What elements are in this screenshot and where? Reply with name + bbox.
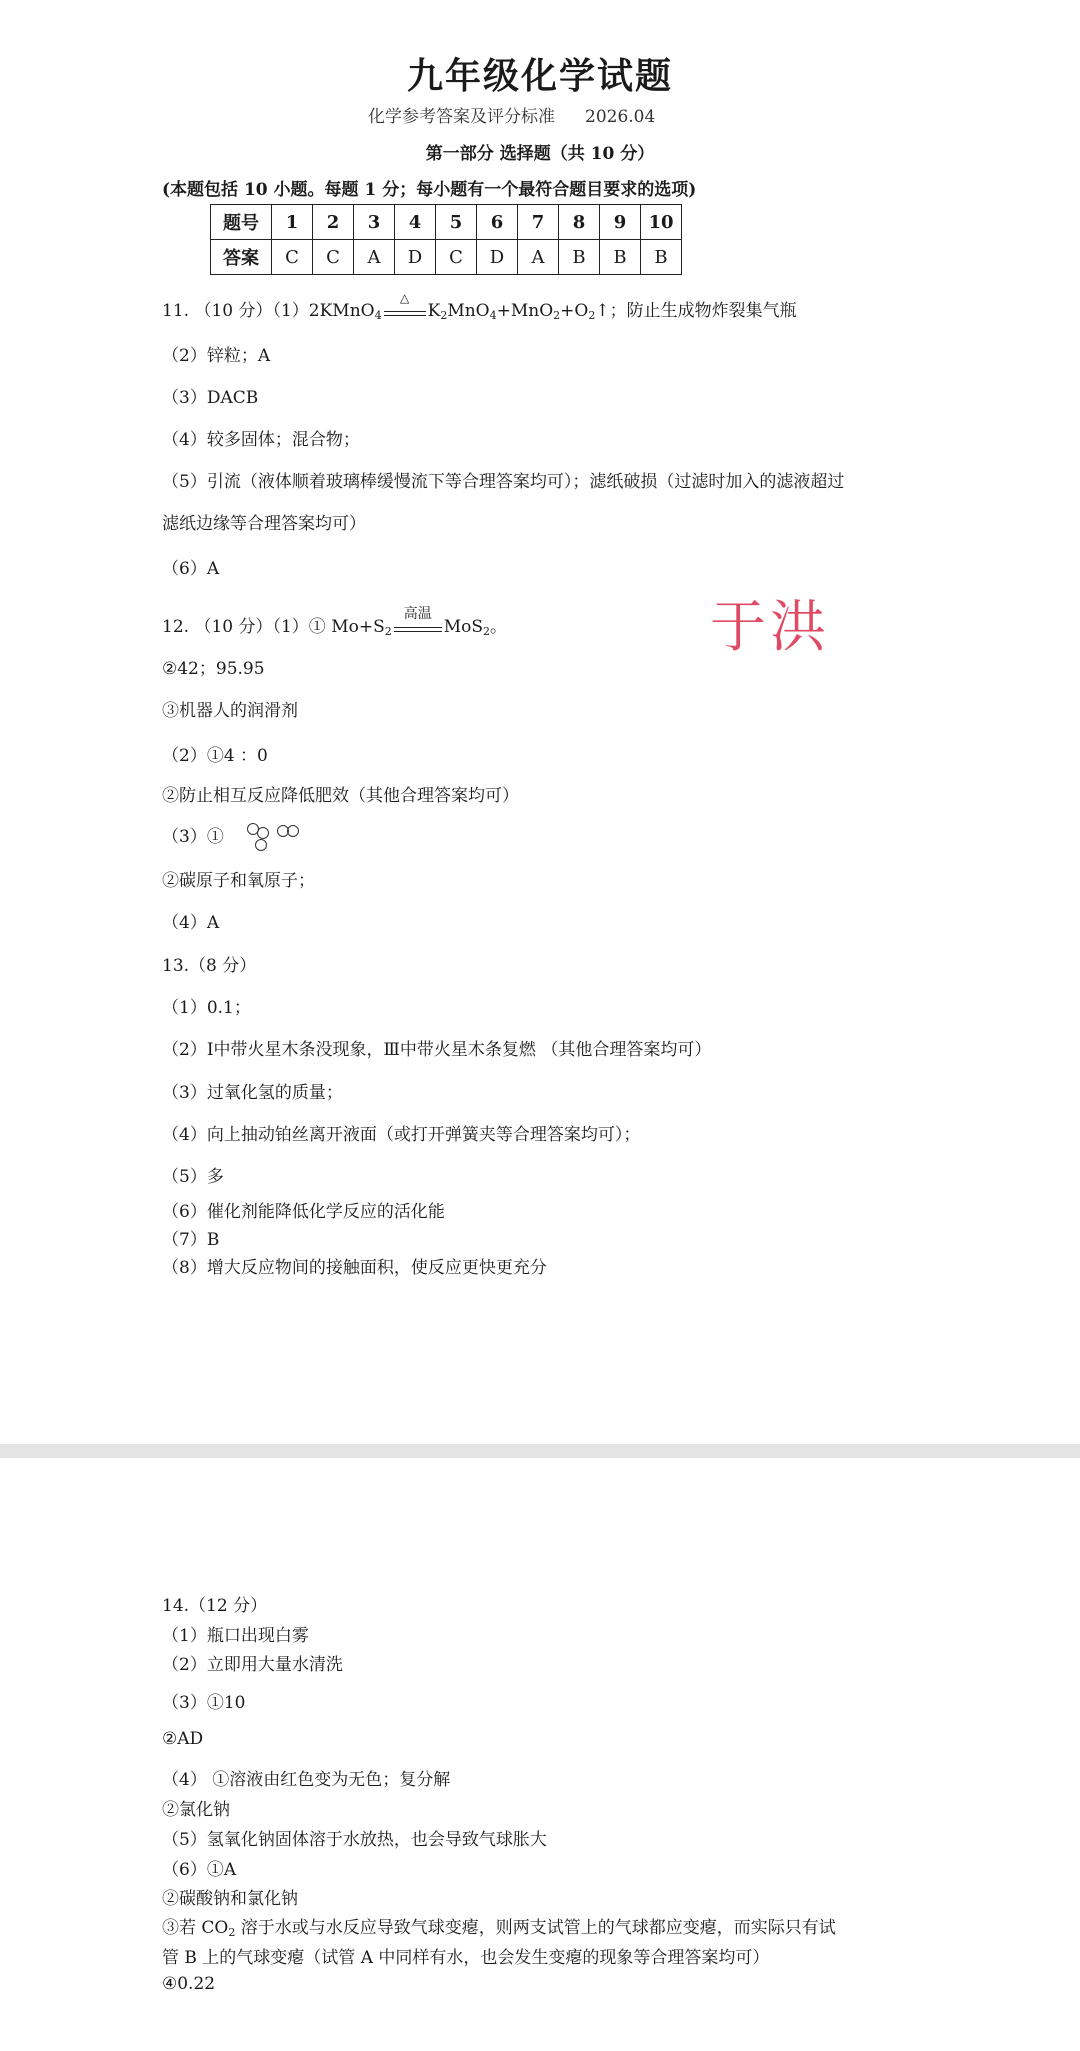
q14-line-8: （6）①A (162, 1860, 237, 1880)
table-cell: B (641, 240, 682, 275)
handwritten-signature: 于洪 (710, 595, 830, 660)
reaction-condition: 高温 (403, 606, 432, 622)
page-title: 九年级化学试题 (406, 55, 673, 97)
subscript: 2 (384, 625, 392, 638)
q14-line-1: （1）瓶口出现白雾 (162, 1626, 309, 1646)
subscript: 4 (489, 309, 497, 322)
q12-line-1 (162, 606, 508, 638)
q14-line-9: ②碳酸钠和氯化钠 (162, 1889, 298, 1909)
q14-line-5: （4） ①溶液由红色变为无色；复分解 (162, 1770, 451, 1790)
table-cell: 3 (354, 205, 395, 240)
q13-line-8: （8）增大反应物间的接触面积，使反应更快更充分 (162, 1258, 547, 1278)
q14-text: 溶于水或与水反应导致气球变瘪，则两支试管上的气球都应变瘪，而实际只有试 (235, 1918, 836, 1938)
formula: +O (560, 301, 589, 321)
table-cell: A (354, 240, 395, 275)
q11-line-3: （3）DACB (162, 388, 259, 408)
table-cell: B (600, 240, 641, 275)
subscript: 2 (553, 309, 561, 322)
q14-line-11: ④0.22 (162, 1974, 216, 1994)
q13-line-6: （6）催化剂能降低化学反应的活化能 (162, 1202, 445, 1222)
subscript: 2 (588, 309, 596, 322)
table-cell: 5 (436, 205, 477, 240)
page-divider (0, 1444, 1080, 1458)
answer-text: ↑；防止生成物炸裂集气瓶 (595, 301, 797, 321)
table-cell: C (272, 240, 313, 275)
q14-text: ③若 CO (162, 1918, 229, 1938)
table-cell: 8 (559, 205, 600, 240)
q11-line-1 (162, 291, 797, 322)
formula: +MnO (496, 301, 554, 321)
q14-line-10b: 管 B 上的气球变瘪（试管 A 中同样有水，也会发生变瘪的现象等合理答案均可） (162, 1948, 770, 1968)
q14-line-6: ②氯化钠 (162, 1800, 230, 1820)
table-cell: 10 (641, 205, 682, 240)
q12-head: 12. （10 分）（1）① Mo+S (162, 617, 385, 637)
subtitle-text: 化学参考答案及评分标准 (368, 107, 555, 127)
answer-text: 。 (490, 617, 508, 637)
table-cell: C (436, 240, 477, 275)
table-cell: D (395, 240, 436, 275)
subscript: 4 (374, 309, 382, 322)
q14-line-7: （5）氢氧化钠固体溶于水放热，也会导致气球胀大 (162, 1830, 547, 1850)
equation-sign (384, 291, 426, 316)
q14-line-4: ②AD (162, 1729, 204, 1749)
table-cell: C (313, 240, 354, 275)
q12-line-2: ②42；95.95 (162, 659, 265, 679)
q11-line-5a: （5）引流（液体顺着玻璃棒缓慢流下等合理答案均可）；滤纸破损（过滤时加入的滤液超过 (162, 472, 845, 492)
subscript: 2 (228, 1926, 236, 1939)
molecule-model-icon (247, 823, 307, 853)
q14-line-10a (162, 1913, 836, 1939)
q11-head: 11. （10 分）（1）2KMnO (162, 301, 375, 321)
q12-line-6 (162, 822, 307, 853)
subtitle (368, 102, 655, 127)
q11-line-6: （6）A (162, 559, 220, 579)
equation-sign (394, 606, 442, 632)
table-cell: A (518, 240, 559, 275)
reaction-condition: △ (399, 291, 410, 305)
table-cell: 2 (313, 205, 354, 240)
q13-line-3: （3）过氧化氢的质量； (162, 1083, 343, 1103)
q14-line-2: （2）立即用大量水清洗 (162, 1655, 343, 1675)
q14-line-3: （3）①10 (162, 1693, 246, 1713)
q14-head: 14.（12 分） (162, 1596, 268, 1616)
table-row-label: 答案 (211, 240, 272, 275)
q12-line-3: ③机器人的润滑剂 (162, 701, 298, 721)
table-row-label: 题号 (211, 205, 272, 240)
q11-line-4: （4）较多固体；混合物； (162, 430, 360, 450)
q12-line-4: （2）①4 ：0 (162, 746, 268, 766)
table-cell: 7 (518, 205, 559, 240)
table-cell: 4 (395, 205, 436, 240)
date: 2026.04 (585, 107, 656, 127)
answer-table (210, 204, 682, 275)
formula: MoS (443, 617, 484, 637)
q11-line-2: （2）锌粒；A (162, 346, 271, 366)
part-heading: 第一部分 选择题（共 10 分） (425, 144, 655, 164)
table-cell: 6 (477, 205, 518, 240)
q13-line-2: （2）Ⅰ中带火星木条没现象，Ⅲ中带火星木条复燃 （其他合理答案均可） (162, 1040, 712, 1060)
table-cell: 9 (600, 205, 641, 240)
q12-line-7: ②碳原子和氧原子； (162, 871, 315, 891)
section-note: (本题包括 10 小题。每题 1 分；每小题有一个最符合题目要求的选项) (162, 180, 697, 200)
q12-line-5: ②防止相互反应降低肥效（其他合理答案均可） (162, 786, 519, 806)
q13-line-7: （7）B (162, 1230, 220, 1250)
q12-line-6-text: （3）① (162, 827, 224, 847)
q13-line-4: （4）向上抽动铂丝离开液面（或打开弹簧夹等合理答案均可）； (162, 1125, 641, 1145)
table-cell: D (477, 240, 518, 275)
q13-head: 13.（8 分） (162, 956, 257, 976)
table-row-numbers (211, 205, 682, 240)
formula: MnO (447, 301, 490, 321)
q13-line-5: （5）多 (162, 1167, 224, 1187)
q11-line-5b: 滤纸边缘等合理答案均可） (162, 514, 366, 534)
table-cell: 1 (272, 205, 313, 240)
table-cell: B (559, 240, 600, 275)
subscript: 2 (483, 625, 491, 638)
subscript: 2 (440, 309, 448, 322)
q12-line-8: （4）A (162, 913, 220, 933)
formula: K (427, 301, 441, 321)
q13-line-1: （1）0.1； (162, 998, 251, 1018)
table-row-answers (211, 240, 682, 275)
